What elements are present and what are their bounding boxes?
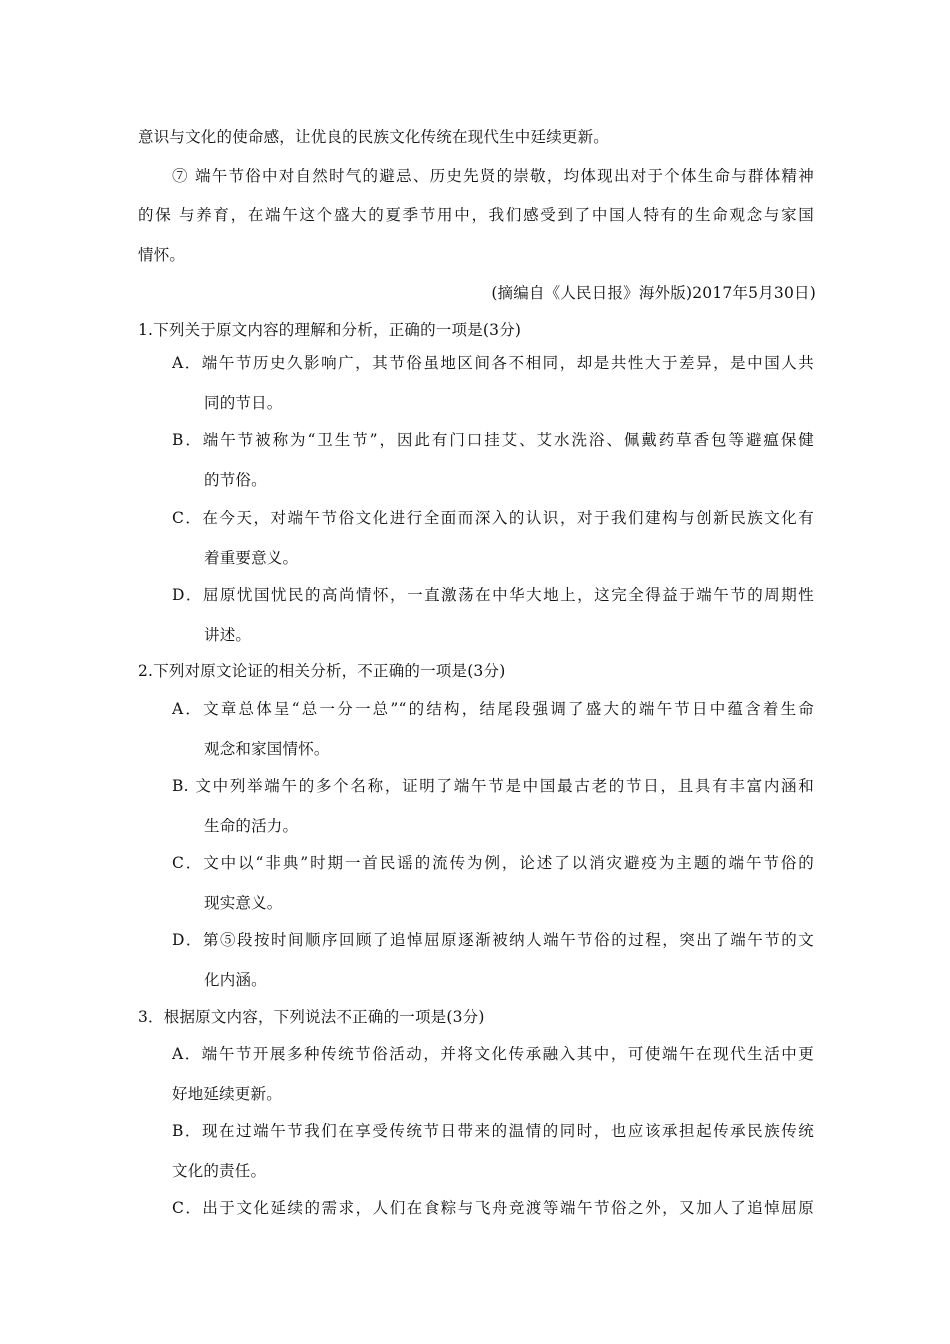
question-2-option-b-cont: 生命的活力。 bbox=[204, 817, 299, 835]
passage-paragraph-7-line-1: ⑦ 端午节俗中对自然时气的避忌、历史先贤的崇敬，均体现出对于个体生命与群体精神 bbox=[172, 167, 814, 185]
passage-line: 意识与文化的使命感，让优良的民族文化传统在现代生中廷续更新。 bbox=[138, 128, 610, 146]
question-1-option-a-cont: 同的节日。 bbox=[204, 394, 283, 412]
question-1-option-c-cont: 着重要意义。 bbox=[204, 549, 299, 567]
question-2-option-d-cont: 化内涵。 bbox=[204, 971, 267, 989]
question-3-option-b: B．现在过端午节我们在享受传统节日带来的温情的同时，也应该承担起传承民族传统 bbox=[172, 1122, 814, 1140]
passage-paragraph-7-line-2: 的保 与养育，在端午这个盛大的夏季节用中，我们感受到了中国人特有的生命观念与家国 bbox=[138, 206, 814, 224]
question-2-option-a: A．文章总体呈“总一分一总”“的结构，结尾段强调了盛大的端午节日中蕴含着生命 bbox=[172, 700, 814, 718]
question-3-option-a: A．端午节开展多种传统节俗活动，并将文化传承融入其中，可使端午在现代生活中更 bbox=[172, 1045, 814, 1063]
question-2-option-c: C．文中以“非典”时期一首民谣的流传为例，论述了以消灾避疫为主题的端午节俗的 bbox=[172, 854, 814, 872]
question-3-option-a-cont: 好地延续更新。 bbox=[172, 1085, 282, 1103]
question-1-option-b: B．端午节被称为“卫生节”，因此有门口挂艾、艾水洗浴、佩戴药草香包等避瘟保健 bbox=[172, 431, 814, 449]
source-citation: (摘编自《人民日报》海外版)2017年5月30日) bbox=[491, 284, 816, 302]
question-2-option-d: D．第⑤段按时间顺序回顾了追悼屈原逐渐被纳人端午节俗的过程，突出了端午节的文 bbox=[172, 931, 814, 949]
question-2-stem: 2.下列对原文论证的相关分析，不正确的一项是(3分) bbox=[138, 662, 506, 680]
question-3-option-c: C．出于文化延续的需求，人们在食粽与飞舟竞渡等端午节俗之外，又加人了追悼屈原 bbox=[172, 1199, 814, 1217]
question-1-option-b-cont: 的节俗。 bbox=[204, 471, 267, 489]
passage-paragraph-7-line-3: 情怀。 bbox=[138, 246, 186, 264]
question-1-option-a: A．端午节历史久影响广，其节俗虽地区间各不相同，却是共性大于差异，是中国人共 bbox=[172, 354, 814, 372]
question-1-option-d-cont: 讲述。 bbox=[204, 626, 252, 644]
question-1-option-c: C．在今天，对端午节俗文化进行全面而深入的认识，对于我们建构与创新民族文化有 bbox=[172, 509, 814, 527]
question-3-stem: 3．根据原文内容，下列说法不正确的一项是(3分) bbox=[138, 1008, 485, 1026]
question-2-option-a-cont: 观念和家国情怀。 bbox=[204, 740, 330, 758]
question-1-stem: 1.下列关于原文内容的理解和分析，正确的一项是(3分) bbox=[138, 321, 522, 339]
question-1-option-d: D．屈原忧国忧民的高尚情怀，一直激荡在中华大地上，这完全得益于端午节的周期性 bbox=[172, 586, 814, 604]
question-2-option-b: B. 文中列举端午的多个名称，证明了端午节是中国最古老的节日，且具有丰富内涵和 bbox=[172, 777, 814, 795]
question-3-option-b-cont: 文化的责任。 bbox=[172, 1162, 267, 1180]
question-2-option-c-cont: 现实意义。 bbox=[204, 894, 283, 912]
